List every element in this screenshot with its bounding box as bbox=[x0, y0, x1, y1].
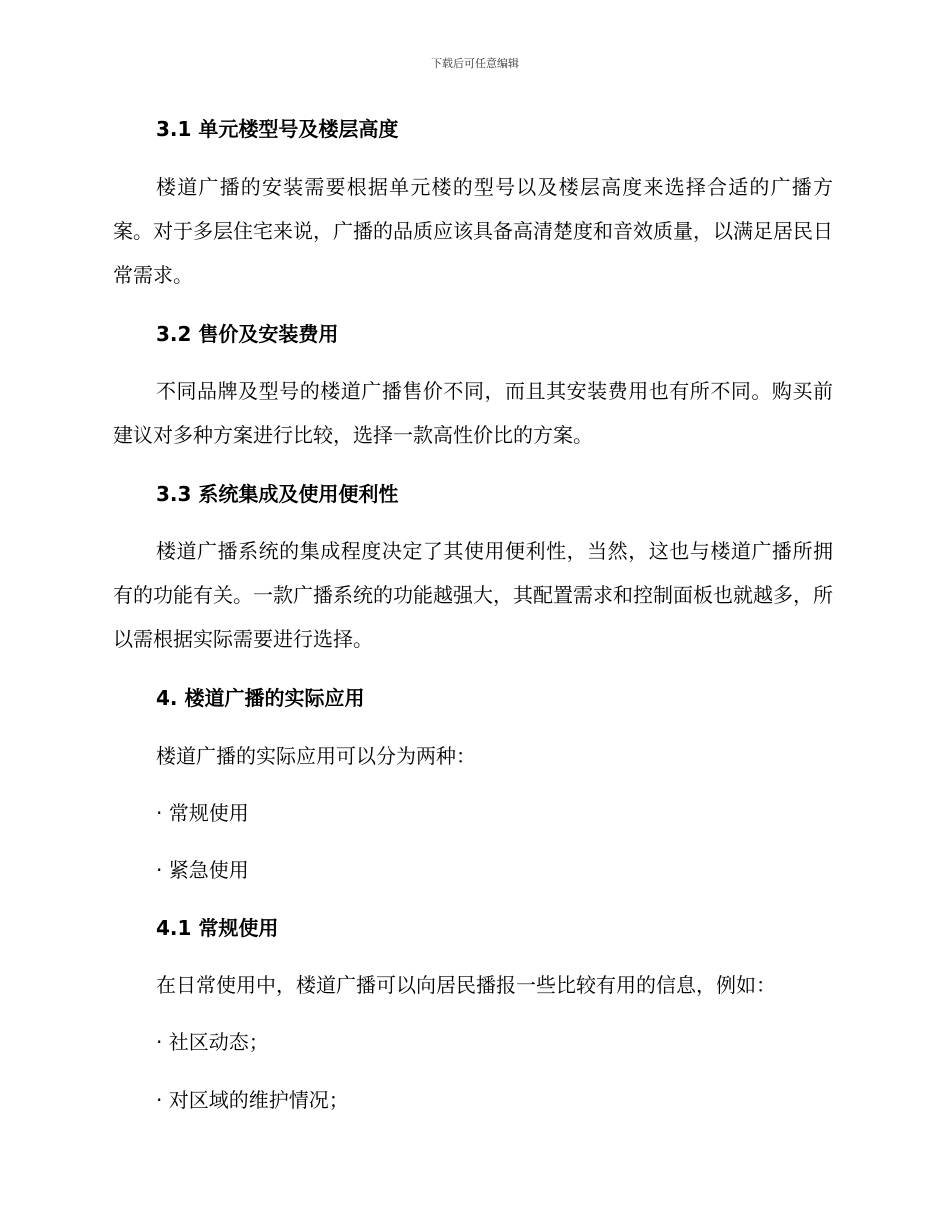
heading-4-1: 4.1 常规使用 bbox=[156, 916, 279, 940]
page-header: 下载后可任意编辑 bbox=[431, 57, 519, 70]
heading-4: 4. 楼道广播的实际应用 bbox=[156, 686, 365, 710]
heading-3-1: 3.1 单元楼型号及楼层高度 bbox=[156, 117, 399, 141]
paragraph-4-1: 在日常使用中，楼道广播可以向居民播报一些比较有用的信息，例如： bbox=[156, 973, 776, 997]
paragraph-3-1: 楼道广播的安装需要根据单元楼的型号以及楼层高度来选择合适的广播方案。对于多层住宅来说，广播的品质应该具备高清楚度和音效质量，以满足居民日常需求。 bbox=[113, 175, 833, 287]
list-item: · 紧急使用 bbox=[156, 858, 249, 882]
paragraph-4: 楼道广播的实际应用可以分为两种： bbox=[156, 744, 476, 768]
paragraph-3-2: 不同品牌及型号的楼道广播售价不同，而且其安装费用也有所不同。购买前建议对多种方案进行比较，选择一款高性价比的方案。 bbox=[113, 379, 833, 447]
heading-3-3: 3.3 系统集成及使用便利性 bbox=[156, 482, 399, 506]
paragraph-3-3: 楼道广播系统的集成程度决定了其使用便利性，当然，这也与楼道广播所拥有的功能有关。一款广播系统的功能越强大，其配置需求和控制面板也就越多，所以需根据实际需要进行选择。 bbox=[113, 539, 833, 651]
heading-3-2: 3.2 售价及安装费用 bbox=[156, 322, 339, 346]
list-item: · 对区域的维护情况； bbox=[156, 1088, 349, 1112]
list-item: · 常规使用 bbox=[156, 801, 249, 825]
list-item: · 社区动态； bbox=[156, 1030, 269, 1054]
